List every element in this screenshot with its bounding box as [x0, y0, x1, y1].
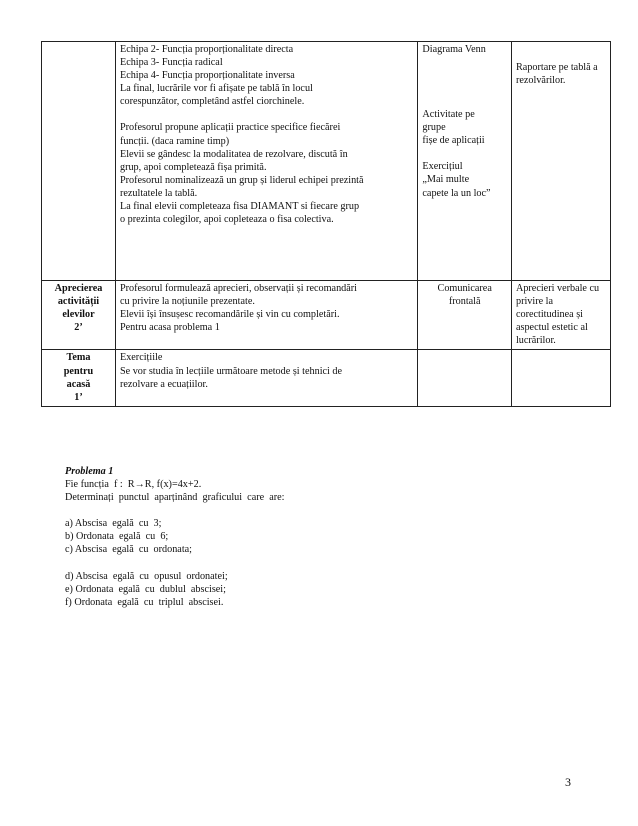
evaluation-line: corectitudinea și	[515, 309, 584, 321]
method-line: Exercițiul	[422, 161, 463, 173]
evaluation-cell	[511, 42, 610, 281]
activity-cell	[115, 42, 417, 281]
method-line: Diagrama Venn	[422, 44, 486, 55]
problem-item: b) Ordonata egală cu 6;	[65, 531, 169, 543]
evaluation-text	[516, 61, 606, 87]
evaluation-line: privire la	[515, 296, 554, 308]
problem-item: e) Ordonata egală cu dublul abscisei;	[65, 583, 226, 595]
activity-line: Echipa 3- Funcția radical	[119, 57, 223, 69]
stage-label-line: elevilor	[62, 309, 95, 321]
activity-line: La final elevii completeaza fisa DIAMANT si fiecare grup	[119, 201, 360, 213]
activity-line: rezultatele la tablă.	[119, 187, 198, 199]
stage-label-cell	[42, 350, 116, 406]
evaluation-line: Raportare pe tablă a	[515, 62, 598, 73]
method-line: grupe	[422, 122, 446, 134]
methods-top	[422, 43, 507, 56]
problem-item: c) Abscisa egală cu ordonata;	[65, 544, 193, 556]
stage-label-cell	[42, 281, 116, 350]
problem-line: Determinați punctul aparținând graficului care are:	[65, 492, 285, 504]
evaluation-cell	[511, 281, 610, 350]
problem-item: a) Abscisa egală cu 3;	[65, 518, 162, 530]
activity-line: Profesorul propune aplicații practice specifice fiecărei	[119, 122, 341, 134]
activity-line: grup, apoi completează fișa primită.	[119, 161, 267, 173]
method-line: frontală	[448, 296, 481, 308]
evaluation-line: aspectul estetic al	[515, 322, 588, 334]
stage-label-line: activității	[57, 296, 100, 308]
method-line: capete la un loc”	[422, 187, 491, 199]
problem-title: Problema 1	[65, 466, 114, 477]
activity-line: Exercițiile	[119, 352, 163, 364]
page-number: 3	[565, 775, 571, 789]
activity-line: Echipa 2- Funcția proporționalitate directa	[119, 44, 294, 55]
activity-line: corespunzător, completând astfel ciorchinele.	[119, 96, 305, 108]
activity-cell	[115, 281, 417, 350]
activity-line: cu privire la noțiunile prezentate.	[119, 296, 255, 308]
stage-label-line: Tema	[66, 352, 91, 364]
evaluation-line: Aprecieri verbale cu	[515, 283, 600, 294]
method-line: fișe de aplicații	[422, 135, 485, 147]
methods-cell	[418, 350, 512, 406]
activity-line: Pentru acasa problema 1	[119, 322, 220, 334]
activity-line: Elevii se gândesc la modalitatea de rezolvare, discută în	[119, 148, 348, 160]
method-line: „Mai multe	[422, 174, 470, 186]
lesson-plan-table	[41, 41, 611, 407]
problem-intro	[65, 478, 285, 504]
problem-item: d) Abscisa egală cu opusul ordonatei;	[65, 570, 228, 582]
stage-label-line: acasă	[66, 378, 91, 390]
evaluation-line: rezolvărilor.	[515, 75, 566, 87]
homework-problem	[65, 465, 285, 609]
stage-label-line: 1’	[74, 391, 83, 403]
activity-line: rezolvare a ecuațiilor.	[119, 378, 208, 390]
problem-items-2	[65, 570, 285, 609]
evaluation-line: lucrărilor.	[515, 335, 556, 347]
activity-line: Profesorul formulează aprecieri, observații și recomandări	[119, 283, 358, 294]
problem-items-1	[65, 517, 285, 556]
activity-cell	[115, 350, 417, 406]
activity-line: La final, lucrările vor fi afișate pe tablă în locul	[119, 83, 313, 95]
activity-line: o prezinta colegilor, apoi copleteaza o fisa colectiva.	[119, 214, 334, 226]
method-line	[422, 147, 507, 160]
table-row	[42, 281, 611, 350]
problem-line: Fie funcția f : R→R, f(x)=4x+2.	[65, 479, 202, 491]
table-row	[42, 42, 611, 281]
activity-line: Elevii își însușesc recomandările și vin cu completări.	[119, 309, 340, 321]
table-row	[42, 350, 611, 406]
activity-line: funcții. (daca ramine timp)	[119, 135, 230, 147]
evaluation-cell	[511, 350, 610, 406]
stage-cell	[42, 42, 116, 281]
methods-cell	[418, 42, 512, 281]
activity-line	[120, 108, 413, 121]
method-line: Activitate pe	[422, 109, 475, 121]
methods-cell	[418, 281, 512, 350]
stage-label-line: pentru	[63, 365, 94, 377]
problem-item: f) Ordonata egală cu triplul abscisei.	[65, 596, 224, 608]
activity-line: Se vor studia în lecțiile următoare metode și tehnici de	[119, 365, 343, 377]
method-line: Comunicarea	[437, 283, 492, 294]
stage-label-line: 2’	[74, 322, 83, 334]
activity-line: Echipa 4- Funcția proporționalitate inversa	[119, 70, 295, 82]
activity-line: Profesorul nominalizează un grup și liderul echipei prezintă	[119, 174, 364, 186]
methods-bottom	[422, 108, 507, 200]
stage-label-line: Aprecierea	[54, 283, 103, 294]
